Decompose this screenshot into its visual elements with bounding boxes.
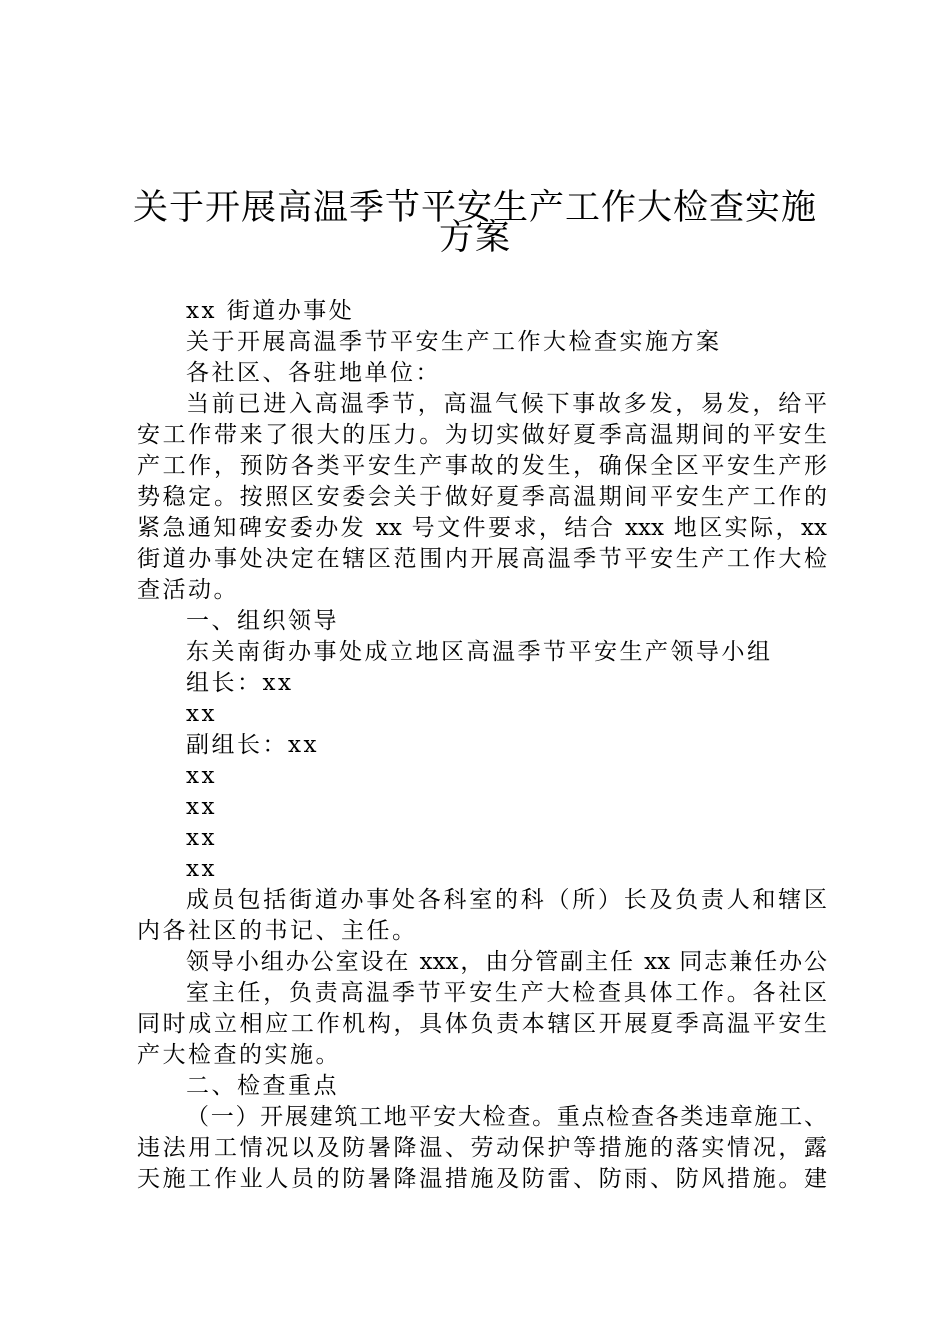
document-title-line-2: 方案 (438, 218, 511, 258)
subtitle-line: 关于开展高温季节平安生产工作大检查实施方案 (186, 329, 722, 355)
sender-line: xx 街道办事处 (186, 298, 355, 324)
paragraph-line: 势稳定。按照区安委会关于做好夏季高温期间平安生产工作的 (137, 484, 827, 510)
paragraph-line: （一）开展建筑工地平安大检查。重点检查各类违章施工、 (186, 1104, 827, 1130)
paragraph-line: 领导小组办公室设在 xxx，由分管副主任 xx 同志兼任办公 (186, 949, 827, 975)
paragraph-line: 查活动。 (137, 577, 239, 603)
leader-line: 组长：xx (186, 670, 294, 696)
section-heading: 一、组织领导 (186, 608, 339, 634)
paragraph-line: 成员包括街道办事处各科室的科（所）长及负责人和辖区 (186, 887, 827, 913)
deputy-leader-line: 副组长：xx (186, 732, 319, 758)
paragraph-line: 紧急通知碑安委办发 xx 号文件要求，结合 xxx 地区实际，xx (137, 515, 827, 541)
paragraph-line: 产工作，预防各类平安生产事故的发生，确保全区平安生产形 (137, 453, 827, 479)
section-heading: 二、检查重点 (186, 1073, 339, 1099)
paragraph-line: 内各社区的书记、主任。 (137, 918, 418, 944)
document-body (137, 296, 827, 1195)
salutation-line: 各社区、各驻地单位： (186, 360, 441, 386)
member-line: xx (186, 856, 217, 882)
member-line: xx (186, 763, 217, 789)
paragraph-line: 产大检查的实施。 (137, 1042, 341, 1068)
paragraph-line: 当前已进入高温季节，高温气候下事故多发，易发，给平 (186, 391, 827, 417)
paragraph-line: 东关南街办事处成立地区高温季节平安生产领导小组 (186, 639, 773, 665)
paragraph-line: 室主任，负责高温季节平安生产大检查具体工作。各社区 (186, 980, 827, 1006)
document-title-line-1: 关于开展高温季节平安生产工作大检查实施 (132, 188, 817, 228)
member-line: xx (186, 794, 217, 820)
paragraph-line: 同时成立相应工作机构，具体负责本辖区开展夏季高温平安生 (137, 1011, 827, 1037)
paragraph-line: 安工作带来了很大的压力。为切实做好夏季高温期间的平安生 (137, 422, 827, 448)
member-line: xx (186, 701, 217, 727)
paragraph-line: 街道办事处决定在辖区范围内开展高温季节平安生产工作大检 (137, 546, 827, 572)
paragraph-line: 违法用工情况以及防暑降温、劳动保护等措施的落实情况，露 (137, 1135, 827, 1161)
member-line: xx (186, 825, 217, 851)
paragraph-line: 天施工作业人员的防暑降温措施及防雷、防雨、防风措施。建 (137, 1166, 827, 1192)
